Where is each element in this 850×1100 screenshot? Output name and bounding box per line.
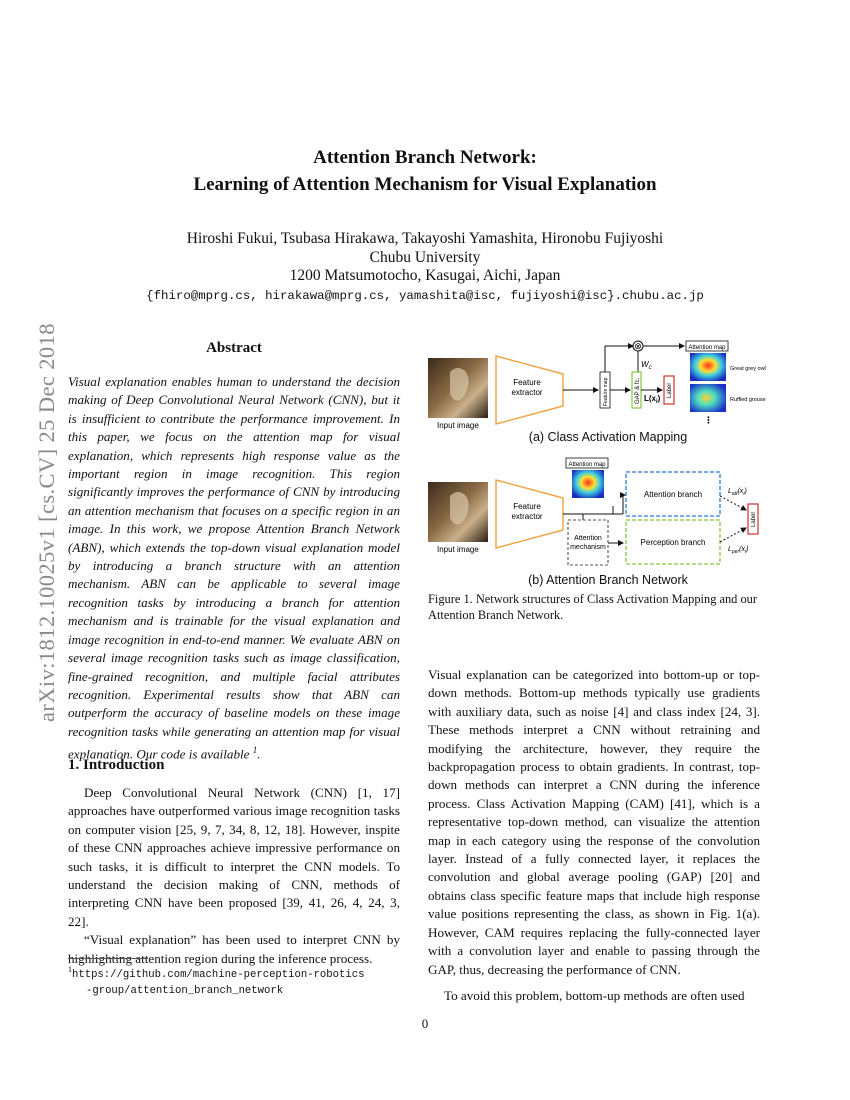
- feature-map-label-a: Feature map: [603, 377, 609, 406]
- heatmap-ruffled-grouse: [690, 384, 726, 412]
- perception-branch-label: Perception branch: [640, 538, 706, 547]
- weight-label: $W_c$: [641, 360, 652, 371]
- intro-paragraph-2: “Visual explanation” has been used to interpret CNN by highlighting attention region during the inference process.: [68, 932, 400, 966]
- footnote-rule: [68, 958, 148, 959]
- footnote: [68, 962, 408, 999]
- heatmap-b: [572, 470, 604, 498]
- figure-1b-caption: (b) Attention Branch Network: [528, 573, 688, 587]
- extractor-label-a1: Feature: [513, 378, 541, 387]
- input-image-label-b: Input image: [437, 545, 479, 554]
- figure-1a: [428, 341, 766, 430]
- affiliation: Chubu University: [369, 249, 481, 266]
- footnote-url-line-2[interactable]: -group/attention_branch_network: [86, 984, 284, 997]
- author-emails: {fhiro@mprg.cs, hirakawa@mprg.cs, yamashita@isc, fujiyoshi@isc}.chubu.ac.jp: [146, 289, 704, 303]
- gap-fc-label: GAP & fc.: [635, 377, 641, 404]
- class-label-2: Ruffled grouse: [730, 397, 766, 403]
- ellipsis-a: ⋮: [704, 415, 713, 425]
- attention-branch-label: Attention branch: [643, 490, 703, 499]
- right-column-body: [428, 666, 760, 1005]
- page-number: 0: [421, 1016, 429, 1031]
- extractor-label-b1: Feature: [513, 502, 541, 511]
- right-paragraph-1: Visual explanation can be categorized into bottom-up or top-down methods. Bottom-up methods typically use gradients with auxiliary data, such as noise [4] and class index [24, 3]. These methods interpret a CNN without retraining and modifying the architecture, however, they require the backpropagation process to obtain gradients. In contrast, top-down methods can interpret a CNN during the inference process. Class Activation Mapping (CAM) [41], which is a representative top-down method, can visualize the attention map in each category using the response of the convolution layer. Instead of a fully connected layer, it replaces the convolution and global average pooling (GAP) [20] and obtains class specific feature maps that include high response value positions representing the class, as shown in Fig. 1(a). However, CAM requires replacing the fully-connected layer with a convolution layer and enable to passing through the GAP, thus, decreasing the performance of CNN.: [428, 667, 760, 977]
- attention-map-label-b: Attention map: [568, 462, 606, 468]
- input-image-label-a: Input image: [437, 421, 479, 430]
- attention-map-label-a: Attention map: [688, 345, 726, 351]
- title-line-2: Learning of Attention Mechanism for Visual Explanation: [193, 174, 657, 195]
- attention-mechanism-label-2: mechanism: [570, 544, 606, 551]
- class-label-1: Great grey owl: [730, 366, 766, 372]
- attention-mechanism-box: [568, 520, 608, 565]
- abstract-text: Visual explanation enables human to understand the decision making of Deep Convolutional Neural Network (CNN), but it is insufficient to contribute the performance improvement. In this paper, we focus on the attention map for visual explanation, which represents high response value as the important region in image recognition. This region significantly improves the performance of CNN by introducing an attention mechanism that focuses on a specific region in an image. In this work, we propose Attention Branch Network (ABN), which extends the top-down visual explanation model by introducing a branch structure with an attention mechanism. ABN can be applicable to several image recognition tasks by introducing a branch for attention mechanism and is trainable for the visual explanation and image recognition in end-to-end manner. We evaluate ABN on several image recognition tasks such as image classification, fine-grained recognition, and multiple facial attributes recognition. Experimental results show that ABN can outperform the accuracy of baseline models on these image recognition tasks while generating an attention map for visual explanation. Our code is available: [68, 374, 400, 762]
- intro-paragraph-1: Deep Convolutional Neural Network (CNN) [1, 17] approaches have outperformed various image recognition tasks on computer vision [25, 9, 7, 34, 8, 12, 18]. However, inspite of these CNN approaches achieve impressive performance on such tasks, it is difficult to interpret the CNN models. To understand the decision making of CNN, methods of interpreting CNN have been proposed [39, 41, 26, 4, 24, 3, 22].: [68, 785, 400, 929]
- loss-att-label: $L_{att}(x_i)$: [728, 488, 747, 497]
- label-text-b: Label: [751, 512, 757, 527]
- multiply-symbol: ⊗: [634, 341, 642, 351]
- figure-1b: [428, 458, 758, 565]
- abstract-paragraph: [68, 373, 400, 764]
- author-names: Hiroshi Fukui, Tsubasa Hirakawa, Takayoshi Yamashita, Hironobu Fujiyoshi: [186, 230, 664, 247]
- extractor-label-a2: extractor: [511, 388, 543, 397]
- footnote-url-line-1[interactable]: https://github.com/machine-perception-robotics: [72, 968, 365, 981]
- loss-label-a: $L(x_i)$: [644, 394, 661, 405]
- abstract: [68, 373, 400, 764]
- loss-per-label: $L_{per}(x_i)$: [728, 546, 749, 555]
- right-paragraph-2: To avoid this problem, bottom-up methods are often used: [444, 987, 745, 1003]
- heatmap-great-grey-owl: [690, 353, 726, 381]
- extractor-label-b2: extractor: [511, 512, 543, 521]
- figure-1a-caption: (a) Class Activation Mapping: [528, 430, 688, 444]
- footnote-ref[interactable]: 1: [252, 745, 258, 756]
- address: 1200 Matsumotocho, Kasugai, Aichi, Japan: [289, 267, 561, 284]
- arxiv-stamp-text: arXiv:1812.10025v1 [cs.CV] 25 Dec 2018: [34, 323, 59, 722]
- arxiv-stamp: [14, 262, 59, 722]
- figure-1-caption: Figure 1. Network structures of Class Activation Mapping and our Attention Branch Network.: [428, 592, 757, 622]
- section-heading-introduction: 1. Introduction: [68, 757, 165, 773]
- abstract-end: .: [257, 746, 261, 762]
- abstract-heading: Abstract: [206, 340, 262, 356]
- footnote-mark: 1: [68, 965, 72, 974]
- introduction-body: [68, 784, 400, 968]
- label-text-a: Label: [667, 383, 673, 398]
- paper-title: [0, 144, 850, 198]
- title-line-1: Attention Branch Network:: [313, 147, 537, 168]
- attention-mechanism-label-1: Attention: [574, 535, 602, 542]
